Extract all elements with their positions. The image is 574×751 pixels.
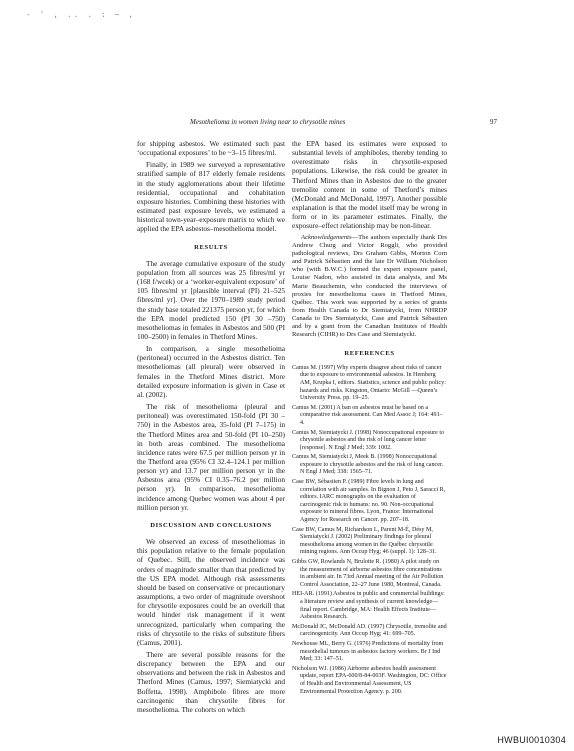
right-column xyxy=(292,139,447,698)
methods-paragraph-end: for shipping asbestos. We estimated such past ‘occupational exposures’ to be ~3–15 fibres/ml. xyxy=(137,139,285,158)
document-id: HWBUI0010304 xyxy=(497,735,566,745)
reference-item: Nicholson WJ. (1986) Airborne asbestos health assessment update, report EPA-600/8-84-003F. Washington, DC: Office of Health and Environmental Assessment, US Environmental Protection Agency. p. 200. xyxy=(292,665,447,695)
reference-item: Camus M. (1997) Why experts disagree about risks of cancer due to exposure to environmental asbestos. In Hemberg AM, Krupka I, editors. Statistics, science and public policy: hazards and risks. Kingston, Ontario: McGill —Queen’s University Press. pp. 19–25. xyxy=(292,364,446,402)
reference-item: McDonald JC, McDonald AD. (1997) Chrysotile, tremolite and carcinogenicity. Ann Occup Hyg; 41: 699–705. xyxy=(292,623,447,638)
discussion-heading: DISCUSSION AND CONCLUSIONS xyxy=(150,521,272,529)
reference-item: Case BW, Camus M, Richardson L, Parent M-É, Désy M, Siemiatycki J. (2002) Preliminary findings for pleural mesothelioma among women in the Québec chrysotile mining regions. Ann Occup Hyg; 46 (suppl. 1): 128–31. xyxy=(292,526,437,556)
reference-item: Case BW, Sébastien P. (1989) Fibre levels in lung and correlation with air samples. In Bignon J, Peto J, Saracci R, editors. IARC monographs on the evaluation of carcinogenic risk to humans: no. 90. Non-occupational exposure to mineral fibres. Lyon, France: International Agency for Research on Cancer. pp. 207–18. xyxy=(292,479,446,524)
reference-list xyxy=(292,365,447,696)
discussion-paragraph-continued: the EPA based its estimates were exposed to substantial levels of amphiboles, thereby tending to overestimate risks in chrysotile-exposed populations. Likewise, the risk could be greater in Thetford Mines than in Asbestos due to the greater tremolite content in some of Thetford’s mines (McDonald and McDonald, 1997). Another possible explanation is that the model itself may be wrong in form or in its parameter estimates. Finally, the exposure–effect relationship may be non-linear. xyxy=(292,139,447,231)
acknowledgements-label: Acknowledgements xyxy=(301,233,352,241)
acknowledgements xyxy=(292,234,447,340)
acknowledgements-text: —The authors especially thank Drs Andrew Churg and Victor Roggli, who provided pathological reviews, Drs Graham Gibbs, Morton Corn and Patrick Sébastien and the late Dr William Nicholson who (with B.W.C.) formed the expert exposure panel, Louise Nadon, who assisted in data analysis, and Ms Marie Beauchemin, who conducted the interviews of proxies for mesothelioma cases in Thetford Mines, Québec. This work was supported by a series of grants from Health Canada to Dr Siemiatycki, from NHRDP Canada to Drs Siemiatycki, Case and Patrick Sébastien and by a grant from the Canadian Institutes of Health Research (CIHR) to Drs Case and Siemiatycki. xyxy=(292,233,447,339)
page-number: 97 xyxy=(490,118,497,126)
discussion-paragraph-1: We observed an excess of mesotheliomas in this population relative to the female population of Quebec. Still, the observed incidence was orders of magnitude smaller than that predicted by the US EPA model. Although risk assessments should be based on conservative or precautionary assumptions, a two order of magnitude overshoot for chrysotile exposures could be an overkill that would hinder risk management if it went unrecognized, particularly when comparing the risks of chrysotile to the risks of substitute fibers (Camus, 2001). xyxy=(137,537,285,647)
results-heading: RESULTS xyxy=(194,243,228,251)
reference-item: Newhouse ML, Berry G. (1976) Predictions of mortality from mesothelial tumours in asbestos factory workers. Br J Ind Med; 33: 147–51. xyxy=(292,640,444,663)
reference-item: Gibbs GW, Rowlands N, Brulotte R. (1980) A pilot study on the measurement of airborne asbestos fibre concentrations in ambient air. In 73rd Annual meeting of the Air Pollution Control Association, 22–27 June 1980, Montreal, Canada. xyxy=(292,559,444,588)
discussion-paragraph-2: There are several possible reasons for the discrepancy between the EPA and our observations and between the risk in Asbestos and Thetford Mines (Camus, 1997; Siemiatycki and Boffetta, 1998). Amphibole fibres are more carcinogenic than chrysotile fibres for mesothelioma. The cohorts on which xyxy=(137,649,285,714)
results-cases-paragraph: In comparison, a single mesothelioma (peritoneal) occurred in the Asbestos district. Ten mesotheliomas (all pleural) were observed in females in the Thetford Mines district. More detailed exposure information is given in Case et al. (2002). xyxy=(137,344,285,399)
references-heading: REFERENCES xyxy=(344,349,395,357)
survey-paragraph: Finally, in 1989 we surveyed a representative stratified sample of 817 elderly female residents in the study agglomerations about their lifetime residential, occupational and cohabitation exposure histories. Combining these histories with estimated past exposure levels, we estimated a historical town-year–exposure matrix to which we applied the EPA asbestos–mesothelioma model. xyxy=(137,160,285,234)
results-exposure-paragraph: The average cumulative exposure of the study population from all sources was 25 fibres/ml yr (168 f/wcek) or a ‘worker-equivalent exposure’ of 105 fibres/ml yr [plausible interval (PI) 21–525 fibres/ml yr]. Over the 1970–1989 study period the study base totaled 221375 person yr, for which the EPA model predicted 150 (PI 30 –750) mesotheliomas in females in Asbestos and 500 (PI 100–2500) in females in Thetford Mines. xyxy=(137,258,285,341)
reference-item: HEI-AR. (1991) Asbestos in public and commercial buildings: a literature review and synthesis of current knowledge—final report. Cambridge, MA: Health Effects Institute—Asbestos Research. xyxy=(292,591,445,621)
running-title: Mesothelioma in women living near to chrysotile mines xyxy=(190,118,346,126)
reference-item: Camus M, Siemiatycki J, Meek B. (1998) Nonoccupational exposure to chrysotile asbestos and the risk of lung cancer. N Engl J Med; 338: 1565–71. xyxy=(292,454,444,476)
left-column xyxy=(137,139,285,717)
reference-item: Camus M, Siemiatycki J. (1998) Nonoccupational exposure to chrysotile asbestos and the risk of lung cancer letter [response]. N Engl J Med; 339: 1002. xyxy=(292,429,445,451)
reference-item: Camus M. (2001) A ban on asbestos must be based on a comparative risk assessment. Can Med Assoc J; 164: 491–4. xyxy=(292,404,443,426)
scan-artifact-marks: - ' , .. . : ~ , xyxy=(26,10,136,19)
results-risk-paragraph: The risk of mesothelioma (pleural and peritoneal) was overestimated 150-fold (PI 30 –750) in the Asbestos area, 35-fold (PI 7–175) in the Thetford Mines area and 50-fold (PI 10–250) in both areas combined. The mesothelioma incidence rates were 67.5 per million person yr in the Thetford area (95% CI 32.4–124.1 per million person yr) and 13.7 per million person yr in the Asbestos area (95% CI 0.35–76.2 per million person yr). In comparison, mesothelioma incidence among Quebec women was about 4 per million person yr. xyxy=(137,402,285,512)
